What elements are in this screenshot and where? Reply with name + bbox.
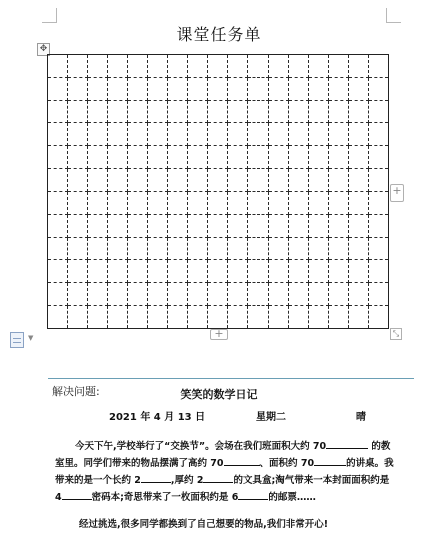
- grid-cell[interactable]: [268, 191, 288, 214]
- grid-cell[interactable]: [188, 283, 208, 306]
- grid-cell[interactable]: [228, 55, 248, 78]
- grid-cell[interactable]: [148, 214, 168, 237]
- grid-cell[interactable]: [288, 237, 308, 260]
- grid-cell[interactable]: [268, 260, 288, 283]
- grid-cell[interactable]: [168, 191, 188, 214]
- grid-cell[interactable]: [228, 214, 248, 237]
- grid-cell[interactable]: [228, 146, 248, 169]
- grid-cell[interactable]: [128, 146, 148, 169]
- grid-cell[interactable]: [328, 77, 348, 100]
- fill-blank: [203, 472, 233, 483]
- grid-cell[interactable]: [368, 306, 388, 329]
- grid-cell[interactable]: [168, 260, 188, 283]
- page-title: 课堂任务单: [176, 25, 262, 44]
- grid-cell[interactable]: [308, 169, 328, 192]
- grid-row: [48, 283, 389, 306]
- grid-cell[interactable]: [148, 100, 168, 123]
- grid-cell[interactable]: [228, 283, 248, 306]
- grid-cell[interactable]: [188, 100, 208, 123]
- grid-cell[interactable]: [348, 55, 368, 78]
- grid-cell[interactable]: [248, 123, 268, 146]
- grid-table[interactable]: [47, 54, 389, 329]
- grid-cell[interactable]: [268, 77, 288, 100]
- grid-cell[interactable]: [148, 260, 168, 283]
- grid-cell[interactable]: [288, 100, 308, 123]
- grid-cell[interactable]: [188, 306, 208, 329]
- grid-cell[interactable]: [308, 100, 328, 123]
- grid-cell[interactable]: [108, 283, 128, 306]
- grid-cell[interactable]: [268, 123, 288, 146]
- grid-cell[interactable]: [128, 77, 148, 100]
- grid-cell[interactable]: [288, 191, 308, 214]
- grid-cell[interactable]: [268, 146, 288, 169]
- grid-cell[interactable]: [168, 100, 188, 123]
- grid-cell[interactable]: [288, 146, 308, 169]
- text-segment: 、面积约 70: [259, 458, 315, 469]
- grid-cell[interactable]: [48, 214, 68, 237]
- grid-cell[interactable]: [328, 237, 348, 260]
- grid-cell[interactable]: [48, 77, 68, 100]
- text-segment: ,厚约 2: [170, 475, 204, 486]
- grid-cell[interactable]: [268, 100, 288, 123]
- grid-row: [48, 77, 389, 100]
- grid-cell[interactable]: [68, 306, 88, 329]
- grid-row: [48, 306, 389, 329]
- grid-cell[interactable]: [88, 146, 108, 169]
- grid-cell[interactable]: [168, 214, 188, 237]
- grid-cell[interactable]: [288, 169, 308, 192]
- grid-cell[interactable]: [228, 169, 248, 192]
- add-column-button[interactable]: +: [390, 184, 404, 202]
- grid-cell[interactable]: [168, 306, 188, 329]
- text-segment: 密码本;奇思带来了一枚面积约是 6: [91, 492, 239, 503]
- grid-cell[interactable]: [108, 260, 128, 283]
- grid-cell[interactable]: [48, 169, 68, 192]
- grid-cell[interactable]: [188, 77, 208, 100]
- grid-cell[interactable]: [188, 260, 208, 283]
- grid-cell[interactable]: [248, 237, 268, 260]
- grid-cell[interactable]: [288, 283, 308, 306]
- grid-cell[interactable]: [68, 191, 88, 214]
- grid-row: [48, 100, 389, 123]
- grid-cell[interactable]: [308, 260, 328, 283]
- grid-cell[interactable]: [348, 191, 368, 214]
- grid-cell[interactable]: [108, 191, 128, 214]
- grid-cell[interactable]: [248, 169, 268, 192]
- grid-cell[interactable]: [88, 237, 108, 260]
- grid-cell[interactable]: [88, 77, 108, 100]
- grid-cell[interactable]: [208, 146, 228, 169]
- grid-cell[interactable]: [48, 55, 68, 78]
- text-segment: 的讲桌。我带来的是一个长约 2: [55, 458, 394, 486]
- grid-cell[interactable]: [88, 123, 108, 146]
- grid-cell[interactable]: [88, 283, 108, 306]
- grid-cell[interactable]: [248, 306, 268, 329]
- grid-cell[interactable]: [348, 123, 368, 146]
- grid-row: [48, 169, 389, 192]
- grid-cell[interactable]: [108, 55, 128, 78]
- grid-cell[interactable]: [308, 191, 328, 214]
- grid-cell[interactable]: [288, 77, 308, 100]
- grid-cell[interactable]: [148, 169, 168, 192]
- grid-cell[interactable]: [328, 260, 348, 283]
- grid-cell[interactable]: [368, 169, 388, 192]
- grid-cell[interactable]: [348, 146, 368, 169]
- grid-cell[interactable]: [288, 260, 308, 283]
- grid-cell[interactable]: [328, 214, 348, 237]
- grid-cell[interactable]: [88, 191, 108, 214]
- grid-cell[interactable]: [188, 214, 208, 237]
- grid-cell[interactable]: [268, 237, 288, 260]
- grid-cell[interactable]: [288, 214, 308, 237]
- grid-cell[interactable]: [328, 55, 348, 78]
- grid-row: [48, 237, 389, 260]
- diary-date: 2021 年 4 月 13 日: [109, 412, 206, 423]
- grid-cell[interactable]: [168, 237, 188, 260]
- grid-cell[interactable]: [128, 55, 148, 78]
- grid-cell[interactable]: [108, 123, 128, 146]
- grid-cell[interactable]: [228, 306, 248, 329]
- grid-cell[interactable]: [368, 123, 388, 146]
- grid-cell[interactable]: [348, 283, 368, 306]
- grid-row: [48, 146, 389, 169]
- fill-blank: [62, 489, 92, 500]
- grid-cell[interactable]: [208, 55, 228, 78]
- grid-cell[interactable]: [308, 237, 328, 260]
- grid-cell[interactable]: [368, 260, 388, 283]
- grid-cell[interactable]: [168, 146, 188, 169]
- grid-cell[interactable]: [128, 123, 148, 146]
- grid-cell[interactable]: [228, 191, 248, 214]
- grid-cell[interactable]: [128, 283, 148, 306]
- grid-cell[interactable]: [348, 169, 368, 192]
- grid-cell[interactable]: [268, 55, 288, 78]
- grid-cell[interactable]: [108, 77, 128, 100]
- grid-cell[interactable]: [88, 214, 108, 237]
- grid-cell[interactable]: [228, 123, 248, 146]
- grid-cell[interactable]: [208, 100, 228, 123]
- grid-cell[interactable]: [128, 260, 148, 283]
- grid-cell[interactable]: [348, 214, 368, 237]
- grid-cell[interactable]: [228, 100, 248, 123]
- grid-cell[interactable]: [108, 214, 128, 237]
- page-corner-mark-left: [42, 8, 57, 23]
- grid-cell[interactable]: [328, 169, 348, 192]
- grid-cell[interactable]: [308, 306, 328, 329]
- diary-paragraph-2: 经过挑选,很多同学都换到了自己想要的物品,我们非常开心!: [79, 519, 329, 530]
- grid-cell[interactable]: [368, 283, 388, 306]
- grid-cell[interactable]: [128, 191, 148, 214]
- fill-blank: [141, 472, 171, 483]
- grid-cell[interactable]: [68, 100, 88, 123]
- grid-cell[interactable]: [368, 55, 388, 78]
- grid-cell[interactable]: [108, 237, 128, 260]
- grid-cell[interactable]: [228, 77, 248, 100]
- diary-paragraph-1: [55, 438, 395, 506]
- fill-blank: [238, 489, 268, 500]
- grid-cell[interactable]: [248, 283, 268, 306]
- grid-cell[interactable]: [248, 146, 268, 169]
- grid-cell[interactable]: [88, 260, 108, 283]
- grid-cell[interactable]: [228, 260, 248, 283]
- grid-cell[interactable]: [188, 169, 208, 192]
- grid-cell[interactable]: [128, 169, 148, 192]
- grid-cell[interactable]: [168, 55, 188, 78]
- grid-cell[interactable]: [248, 77, 268, 100]
- grid-cell[interactable]: [228, 237, 248, 260]
- grid-cell[interactable]: [128, 306, 148, 329]
- grid-cell[interactable]: [308, 146, 328, 169]
- text-segment: 的邮票……: [268, 492, 316, 503]
- grid-cell[interactable]: [148, 283, 168, 306]
- grid-cell[interactable]: [328, 123, 348, 146]
- grid-cell[interactable]: [268, 169, 288, 192]
- grid-cell[interactable]: [308, 214, 328, 237]
- grid-cell[interactable]: [348, 100, 368, 123]
- grid-cell[interactable]: [248, 214, 268, 237]
- grid-cell[interactable]: [368, 77, 388, 100]
- grid-cell[interactable]: [108, 146, 128, 169]
- grid-cell[interactable]: [188, 55, 208, 78]
- grid-cell[interactable]: [68, 55, 88, 78]
- grid-cell[interactable]: [108, 100, 128, 123]
- grid-cell[interactable]: [168, 77, 188, 100]
- grid-cell[interactable]: [68, 214, 88, 237]
- grid-cell[interactable]: [208, 169, 228, 192]
- grid-cell[interactable]: [68, 123, 88, 146]
- grid-cell[interactable]: [308, 123, 328, 146]
- grid-row: [48, 214, 389, 237]
- grid-cell[interactable]: [148, 55, 168, 78]
- grid-cell[interactable]: [68, 283, 88, 306]
- grid-cell[interactable]: [68, 169, 88, 192]
- grid-cell[interactable]: [188, 191, 208, 214]
- grid-cell[interactable]: [128, 214, 148, 237]
- grid-cell[interactable]: [68, 237, 88, 260]
- grid-cell[interactable]: [168, 169, 188, 192]
- grid-cell[interactable]: [88, 306, 108, 329]
- grid-cell[interactable]: [68, 260, 88, 283]
- grid-cell[interactable]: [128, 237, 148, 260]
- grid-cell[interactable]: [148, 146, 168, 169]
- table-move-handle-icon[interactable]: ✥: [37, 43, 50, 56]
- grid-cell[interactable]: [268, 214, 288, 237]
- grid-cell[interactable]: [148, 237, 168, 260]
- diary-weekday: 星期二: [256, 412, 286, 423]
- grid-row: [48, 123, 389, 146]
- grid-cell[interactable]: [288, 306, 308, 329]
- grid-cell[interactable]: [288, 123, 308, 146]
- grid-cell[interactable]: [48, 306, 68, 329]
- grid-row: [48, 55, 389, 78]
- grid-cell[interactable]: [208, 306, 228, 329]
- grid-cell[interactable]: [248, 191, 268, 214]
- grid-cell[interactable]: [268, 283, 288, 306]
- fill-blank: [224, 455, 260, 466]
- text-segment: 的教室里。同学们带来的物品摆满了高约 70: [55, 441, 391, 469]
- table-resize-handle-icon[interactable]: ⤡: [390, 328, 402, 340]
- grid-cell[interactable]: [48, 260, 68, 283]
- grid-cell[interactable]: [188, 237, 208, 260]
- grid-cell[interactable]: [348, 260, 368, 283]
- grid-row: [48, 260, 389, 283]
- grid-cell[interactable]: [148, 77, 168, 100]
- grid-cell[interactable]: [368, 191, 388, 214]
- grid-cell[interactable]: [68, 77, 88, 100]
- image-divider: [48, 378, 414, 379]
- grid-cell[interactable]: [88, 100, 108, 123]
- grid-row: [48, 191, 389, 214]
- grid-cell[interactable]: [348, 237, 368, 260]
- grid-cell[interactable]: [348, 306, 368, 329]
- diary-title: 笑笑的数学日记: [180, 388, 258, 401]
- grid-cell[interactable]: [208, 191, 228, 214]
- grid-cell[interactable]: [308, 283, 328, 306]
- grid-cell[interactable]: [208, 123, 228, 146]
- grid-cell[interactable]: [148, 123, 168, 146]
- grid-cell[interactable]: [208, 77, 228, 100]
- grid-cell[interactable]: [148, 306, 168, 329]
- fill-blank: [314, 455, 346, 466]
- grid-cell[interactable]: [208, 283, 228, 306]
- grid-cell[interactable]: [168, 283, 188, 306]
- grid-cell[interactable]: [248, 100, 268, 123]
- grid-cell[interactable]: [188, 123, 208, 146]
- grid-cell[interactable]: [368, 214, 388, 237]
- grid-cell[interactable]: [248, 55, 268, 78]
- grid-cell[interactable]: [168, 123, 188, 146]
- grid-cell[interactable]: [88, 169, 108, 192]
- grid-cell[interactable]: [368, 237, 388, 260]
- grid-cell[interactable]: [88, 55, 108, 78]
- grid-cell[interactable]: [308, 55, 328, 78]
- grid-cell[interactable]: [368, 100, 388, 123]
- grid-cell[interactable]: [328, 146, 348, 169]
- grid-cell[interactable]: [128, 100, 148, 123]
- grid-cell[interactable]: [68, 146, 88, 169]
- grid-cell[interactable]: [48, 283, 68, 306]
- text-segment: 今天下午,学校举行了“交换节”。会场在我们班面积大约 70: [75, 441, 327, 452]
- page-corner-mark-right: [386, 8, 401, 23]
- grid-cell[interactable]: [48, 123, 68, 146]
- solve-problem-label: 解决问题:: [52, 385, 100, 398]
- document-icon[interactable]: [10, 332, 24, 348]
- grid-cell[interactable]: [48, 237, 68, 260]
- grid-cell[interactable]: [148, 191, 168, 214]
- grid-cell[interactable]: [368, 146, 388, 169]
- grid-cell[interactable]: [288, 55, 308, 78]
- grid-cell[interactable]: [248, 260, 268, 283]
- fill-blank: [326, 438, 368, 449]
- grid-cell[interactable]: [208, 260, 228, 283]
- grid-cell[interactable]: [48, 100, 68, 123]
- grid-cell[interactable]: [268, 306, 288, 329]
- add-row-button[interactable]: +: [210, 329, 228, 340]
- grid-cell[interactable]: [328, 283, 348, 306]
- grid-cell[interactable]: [108, 169, 128, 192]
- grid-cell[interactable]: [328, 191, 348, 214]
- grid-cell[interactable]: [308, 77, 328, 100]
- grid-cell[interactable]: [328, 306, 348, 329]
- grid-cell[interactable]: [48, 191, 68, 214]
- chevron-down-icon[interactable]: ▼: [28, 334, 34, 342]
- grid-cell[interactable]: [188, 146, 208, 169]
- grid-cell[interactable]: [108, 306, 128, 329]
- grid-cell[interactable]: [48, 146, 68, 169]
- text-segment: 的文具盒;淘气带来一本封面面积约是 4: [55, 475, 390, 503]
- grid-cell[interactable]: [208, 237, 228, 260]
- grid-cell[interactable]: [328, 100, 348, 123]
- diary-weather: 晴: [356, 412, 366, 423]
- grid-cell[interactable]: [208, 214, 228, 237]
- grid-cell[interactable]: [348, 77, 368, 100]
